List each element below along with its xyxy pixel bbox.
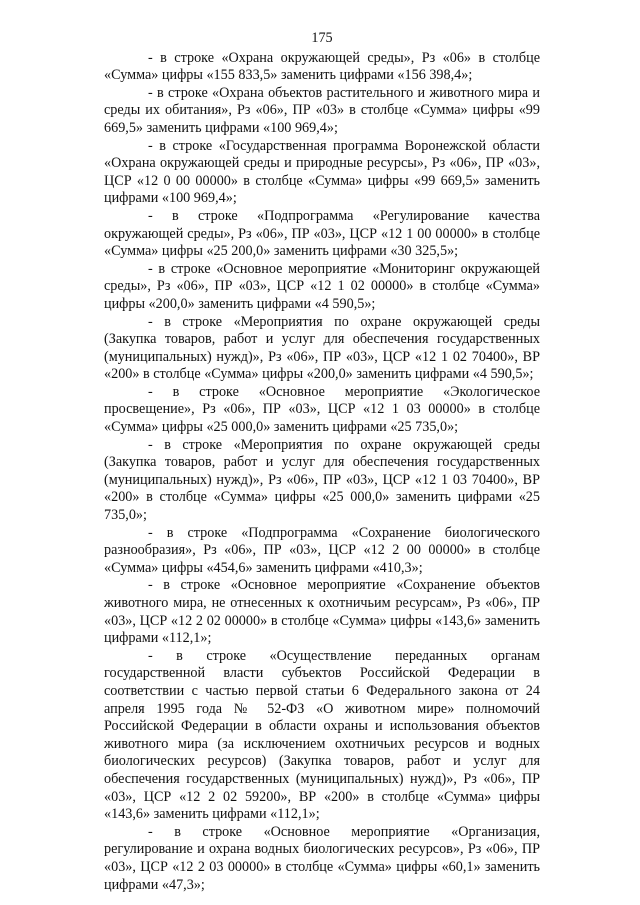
paragraph-6: - в строке «Мероприятия по охране окружающей среды (Закупка товаров, работ и услуг для обеспечения государственных (муниципальных) нужд)», Рз «06», ПР «03», ЦСР «12 1 02 70400», ВР «200» в столбце «Сумма» цифры «200,0» заменить цифрами «4 590,5»; <box>104 313 540 383</box>
paragraph-4: - в строке «Подпрограмма «Регулирование качества окружающей среды», Рз «06», ПР «03», ЦСР «12 1 00 00000» в столбце «Сумма» цифры «25 200,0» заменить цифрами «30 325,5»; <box>104 207 540 260</box>
paragraph-7: - в строке «Основное мероприятие «Экологическое просвещение», Рз «06», ПР «03», ЦСР «12 1 03 00000» в столбце «Сумма» цифры «25 000,0» заменить цифрами «25 735,0»; <box>104 383 540 436</box>
paragraph-8: - в строке «Мероприятия по охране окружающей среды (Закупка товаров, работ и услуг для обеспечения государственных (муниципальных) нужд)», Рз «06», ПР «03», ЦСР «12 1 03 70400», ВР «200» в столбце «Сумма» цифры «25 000,0» заменить цифрами «25 735,0»; <box>104 436 540 524</box>
document-page <box>104 30 540 894</box>
paragraph-1: - в строке «Охрана окружающей среды», Рз «06» в столбце «Сумма» цифры «155 833,5» заменить цифрами «156 398,4»; <box>104 49 540 84</box>
paragraph-3: - в строке «Государственная программа Воронежской области «Охрана окружающей среды и природные ресурсы», Рз «06», ПР «03», ЦСР «12 0 00 00000» в столбце «Сумма» цифры «99 669,5» заменить цифрами «100 969,4»; <box>104 137 540 207</box>
page-number: 175 <box>311 30 333 46</box>
paragraph-10: - в строке «Основное мероприятие «Сохранение объектов животного мира, не отнесенных к охотничьим ресурсам», Рз «06», ПР «03», ЦСР «12 2 02 00000» в столбце «Сумма» цифры «143,6» заменить цифрами «112,1»; <box>104 577 540 647</box>
paragraph-9: - в строке «Подпрограмма «Сохранение биологического разнообразия», Рз «06», ПР «03», ЦСР «12 2 00 00000» в столбце «Сумма» цифры «454,6» заменить цифрами «410,3»; <box>104 524 540 576</box>
paragraph-12: - в строке «Основное мероприятие «Организация, регулирование и охрана водных биологических ресурсов», Рз «06», ПР «03», ЦСР «12 2 03 00000» в столбце «Сумма» цифры «60,1» заменить цифрами «47,3»; <box>104 823 540 893</box>
paragraph-11: - в строке «Осуществление переданных органам государственной власти субъектов Российской Федерации в соответствии с частью первой статьи 6 Федерального закона от 24 апреля 1995 года № 52-ФЗ «О животном мире» полномочий Российской Федерации в области охраны и использования объектов животного мира (за исключением охотничьих ресурсов и водных биологических ресурсов) (Закупка товаров, работ и услуг для обеспечения государственных (муниципальных) нужд)», Рз «06», ПР «03», ЦСР «12 2 02 59200», ВР «200» в столбце «Сумма» цифры «143,6» заменить цифрами «112,1»; <box>104 647 540 823</box>
paragraph-5: - в строке «Основное мероприятие «Мониторинг окружающей среды», Рз «06», ПР «03», ЦСР «12 1 02 00000» в столбце «Сумма» цифры «200,0» заменить цифрами «4 590,5»; <box>104 260 540 312</box>
paragraph-2: - в строке «Охрана объектов растительного и животного мира и среды их обитания», Рз «06», ПР «03» в столбце «Сумма» цифры «99 669,5» заменить цифрами «100 969,4»; <box>104 84 540 136</box>
